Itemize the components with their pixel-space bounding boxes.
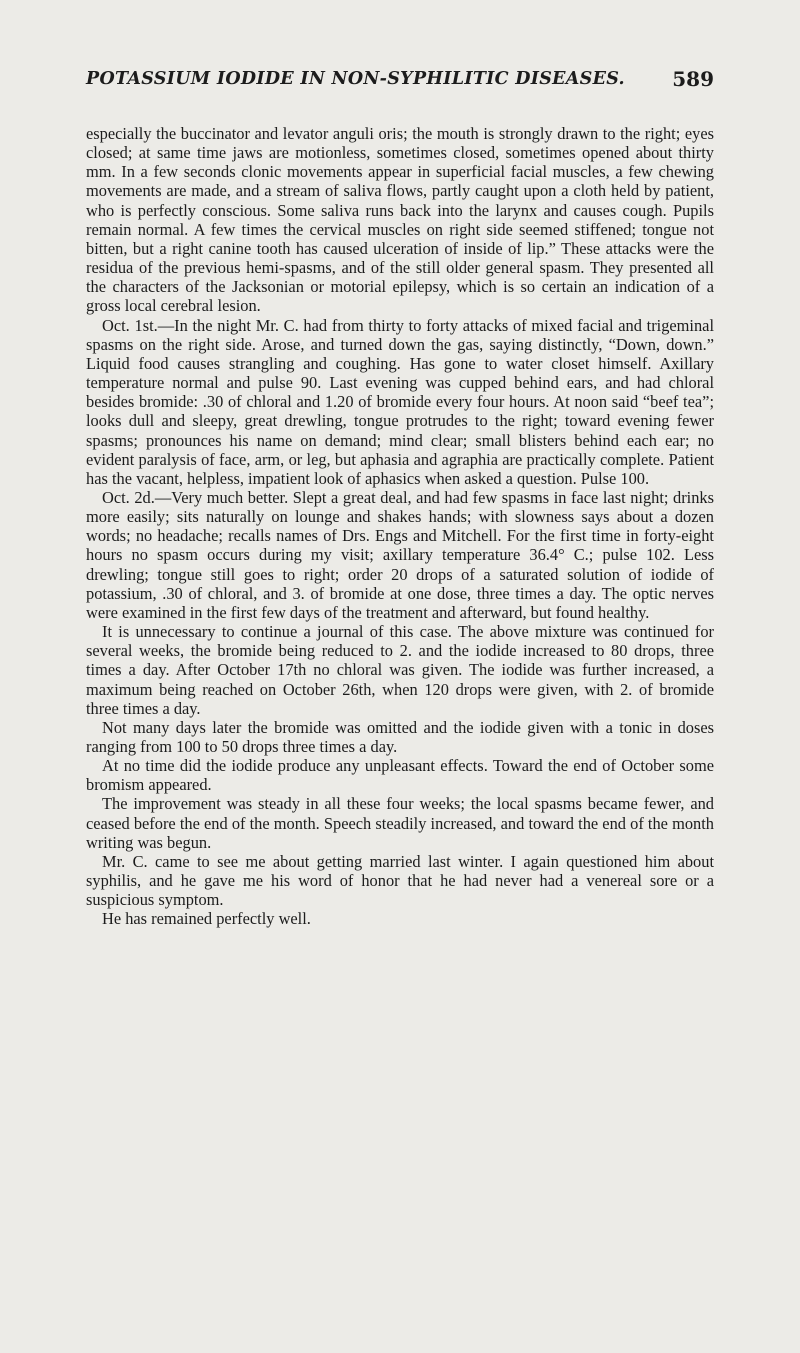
- paragraph: Oct. 2d.—Very much better. Slept a great deal, and had few spasms in face last night; drinks more easily; sits naturally on lounge and shakes hands; with slowness says about a dozen words; no headache; recalls names of Drs. Engs and Mitchell. For the first time in forty-eight hours no spasm occurs during my visit; axillary temperature 36.4° C.; pulse 102. Less drewling; tongue still goes to right; order 20 drops of a saturated solution of iodide of potassium, .30 of chloral, and 3. of bromide at one dose, three times a day. The optic nerves were examined in the first few days of the treatment and afterward, but found healthy.: [86, 487, 714, 622]
- page-number: 589: [672, 67, 714, 91]
- paragraph: At no time did the iodide produce any unpleasant effects. Toward the end of October some bromism appeared.: [86, 756, 714, 795]
- paragraph: The improvement was steady in all these four weeks; the local spasms became fewer, and ceased before the end of the month. Speech steadily increased, and toward the end of the month writing was begun.: [86, 794, 714, 852]
- paragraph: He has remained perfectly well.: [102, 909, 311, 929]
- paragraph: Oct. 1st.—In the night Mr. C. had from thirty to forty attacks of mixed facial and trigeminal spasms on the right side. Arose, and turned down the gas, saying distinctly, “Down, down.” Liquid food causes strangling and coughing. Has gone to water closet himself. Axillary temperature normal and pulse 90. Last evening was cupped behind ears, and had chloral besides bromide: .30 of chloral and 1.20 of bromide every four hours. At noon said “beef tea”; looks dull and sleepy, great drewling, tongue protrudes to the right; toward evening fewer spasms; pronounces his name on demand; mind clear; small blisters behind each ear; no evident paralysis of face, arm, or leg, but aphasia and agraphia are practically complete. Patient has the vacant, helpless, impatient look of aphasics when asked a question. Pulse 100.: [86, 315, 714, 488]
- paragraph: It is unnecessary to continue a journal of this case. The above mixture was continued for several weeks, the bromide being reduced to 2. and the iodide increased to 80 drops, three times a day. After October 17th no chloral was given. The iodide was further increased, a maximum being reached on October 26th, when 120 drops were given, with 2. of bromide three times a day.: [86, 622, 714, 718]
- paragraph: Not many days later the bromide was omitted and the iodide given with a tonic in doses ranging from 100 to 50 drops three times a day.: [86, 717, 714, 756]
- page-header: [86, 64, 714, 94]
- paragraph: especially the buccinator and levator anguli oris; the mouth is strongly drawn to the right; eyes closed; at same time jaws are motionless, sometimes closed, sometimes opened about thirty mm. In a few seconds clonic movements appear in superficial facial muscles, a few chewing movements are made, and a stream of saliva flows, partly caught upon a cloth held by patient, who is perfectly conscious. Some saliva runs back into the larynx and causes cough. Pupils remain normal. A few times the cervical muscles on right side seemed stiffened; tongue not bitten, but a right canine tooth has caused ulceration of inside of lip.” These attacks were the residua of the previous hemi-spasms, and of the still older general spasm. They presented all the characters of the Jacksonian or motorial epilepsy, which is so certain an indication of a gross local cerebral lesion.: [86, 124, 714, 316]
- body-text: [86, 124, 714, 929]
- running-head: POTASSIUM IODIDE IN NON-SYPHILITIC DISEASES.: [86, 69, 625, 89]
- paragraph: Mr. C. came to see me about getting married last winter. I again questioned him about syphilis, and he gave me his word of honor that he had never had a venereal sore or a suspicious symptom.: [86, 851, 714, 910]
